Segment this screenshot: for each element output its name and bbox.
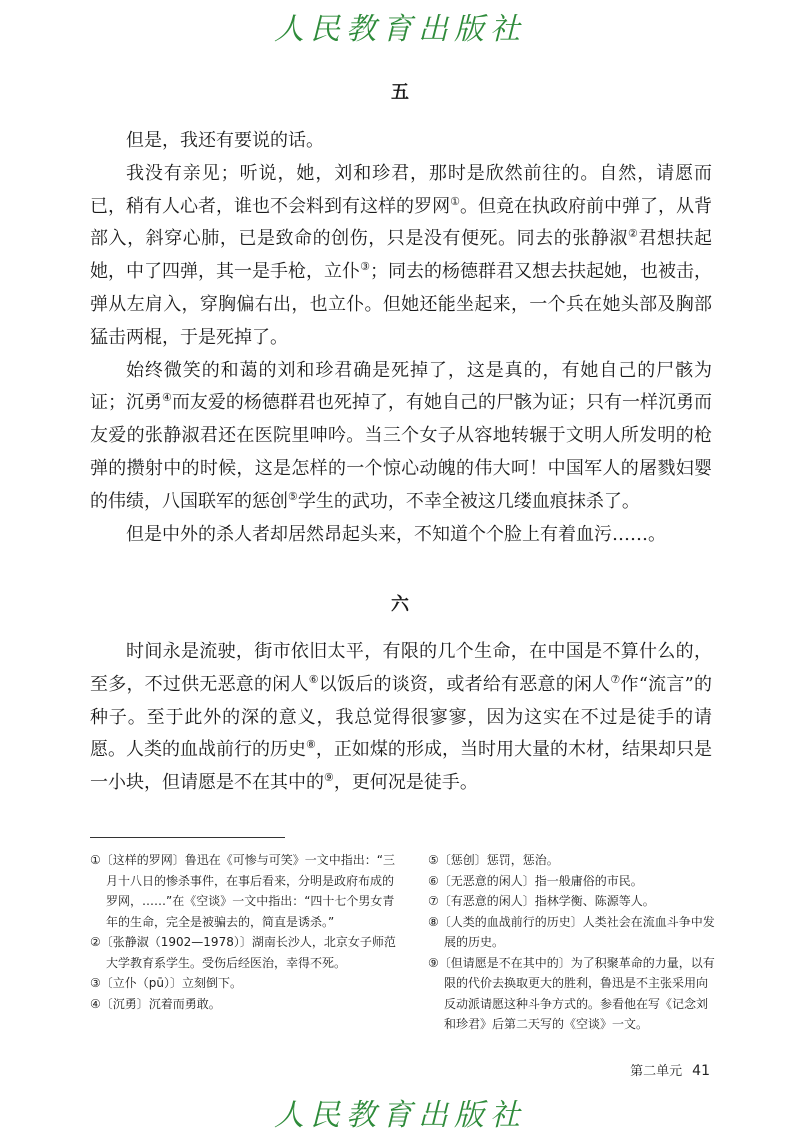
paragraph-text: 我没有亲见；听说，她，刘和珍君，那时是欣然前往的。自然，请愿而已，稍有人心者，谁也不会料到有这样的罗网: [90, 162, 712, 217]
paragraph-text: ，更何况是徒手。: [333, 772, 478, 794]
paragraph-text: 时间永是流驶，街市依旧太平，有限的几个生命，在中国是不算什么的，至多，不过供无恶意的闲人: [90, 641, 712, 695]
footnote-8: ⑧〔人类的血战前行的历史〕人类社会在流血斗争中发展的历史。: [428, 914, 715, 949]
paragraph-text: 作“流言”的种子。至于此外的深的意义，我总觉得很寥寥，因为这实在不过是徒手的请愿。人类的血战前行的历史: [90, 673, 713, 761]
footnote-9: ⑨〔但请愿是不在其中的〕为了积聚革命的力量，以有限的代价去换取更大的胜利，鲁迅是不主张采用向反动派请愿这种斗争方式的。参看他在写《记念刘和珍君》后第二天写的《空谈》一文。: [428, 955, 715, 1031]
paragraph-text: 以饭后的谈资，或者给有恶意的闲人: [318, 673, 611, 695]
paragraph-text: ，正如煤的形成，当时用大量的木材，结果却只是一小块，但请愿是不在其中的: [90, 739, 712, 794]
paragraph-text: 。但竟在执政府前中弹了，从背部入，斜穿心肺，已是致命的创伤，只是没有便死。同去的张静淑: [90, 195, 712, 250]
paragraph-text: 但是中外的杀人者却居然昂起头来，不知道个个脸上有着血污……。: [126, 523, 666, 545]
paragraph-text: 始终微笑的和蔼的刘和珍君确是死掉了，这是真的，有她自己的尸骸为证；沉勇: [90, 359, 712, 414]
footnote-marker: ④: [162, 391, 172, 405]
paragraph-text: 君想扶起她，中了四弹，其一是手枪，立仆: [90, 228, 713, 283]
paragraph: [90, 519, 712, 552]
paragraph-text: 而友爱的杨德群君也死掉了，有她自己的尸骸为证；只有一样沉勇而友爱的张静淑君还在医院里呻吟。当三个女子从容地转辗于文明人所发明的枪弹的攒射中的时候，这是怎样的一个惊心动魄的伟大呵！中国军人的屠戮妇婴的伟绩，八国联军的惩创: [90, 392, 712, 512]
footnote-marker: ⑥: [308, 672, 319, 686]
section-6-body: [90, 636, 712, 800]
footnote-1: ①〔这样的罗网〕鲁迅在《可惨与可笑》一文中指出：“三月十八日的惨杀事件，在事后看来，分明是政府布成的罗网，……”在《空谈》一文中指出：“四十七个男女青年的生命，完全是被骗去的，简直是诱杀。”: [90, 853, 395, 929]
footnote-2: ②〔张静淑（1902—1978）〕湖南长沙人，北京女子师范大学教育系学生。受伤后经医治，幸得不死。: [90, 935, 396, 970]
publisher-logo-top: 人民教育出版社: [274, 12, 526, 47]
unit-label: 第二单元: [630, 1064, 683, 1079]
footnote-divider: [90, 837, 285, 838]
footnotes-left-column: [90, 850, 400, 1014]
footnote-marker: ①: [450, 194, 460, 208]
paragraph-text: ；同去的杨德群君又想去扶起她，也被击，弹从左肩入，穿胸偏右出，也立仆。但她还能坐起来，一个兵在她头部及胸部猛击两棍，于是死掉了。: [90, 261, 713, 348]
paragraph-text: 学生的武功，不幸全被这几缕血痕抹杀了。: [297, 490, 640, 512]
section-heading-5: 五: [391, 82, 409, 103]
footnote-marker: ⑦: [610, 672, 621, 686]
footnote-6: ⑥〔无恶意的闲人〕指一般庸俗的市民。: [428, 873, 643, 888]
paragraph: [90, 125, 712, 158]
footnote-marker: ⑨: [324, 771, 334, 785]
footnote-3: ③〔立仆（pū）〕立刻倒下。: [90, 976, 242, 990]
footnote-4: ④〔沉勇〕沉着而勇敢。: [90, 996, 221, 1011]
footnote-marker: ③: [360, 260, 370, 274]
paragraph: [90, 636, 712, 800]
footnotes-right-column: [428, 850, 718, 1035]
page-footer: [630, 1060, 710, 1079]
section-5-body: [90, 125, 712, 551]
footnote-marker: ②: [627, 227, 639, 241]
page-number: 41: [692, 1063, 710, 1079]
footnote-7: ⑦〔有恶意的闲人〕指林学衡、陈源等人。: [428, 894, 655, 908]
footnote-marker: ⑧: [306, 738, 316, 752]
section-heading-6: 六: [391, 594, 409, 615]
footnote-marker: ⑤: [288, 489, 298, 503]
paragraph: [90, 158, 712, 355]
publisher-logo-bottom: 人民教育出版社: [274, 1098, 526, 1133]
paragraph: [90, 355, 712, 519]
paragraph-text: 但是，我还有要说的话。: [126, 130, 324, 151]
footnote-5: ⑤〔惩创〕惩罚，惩治。: [428, 853, 559, 867]
